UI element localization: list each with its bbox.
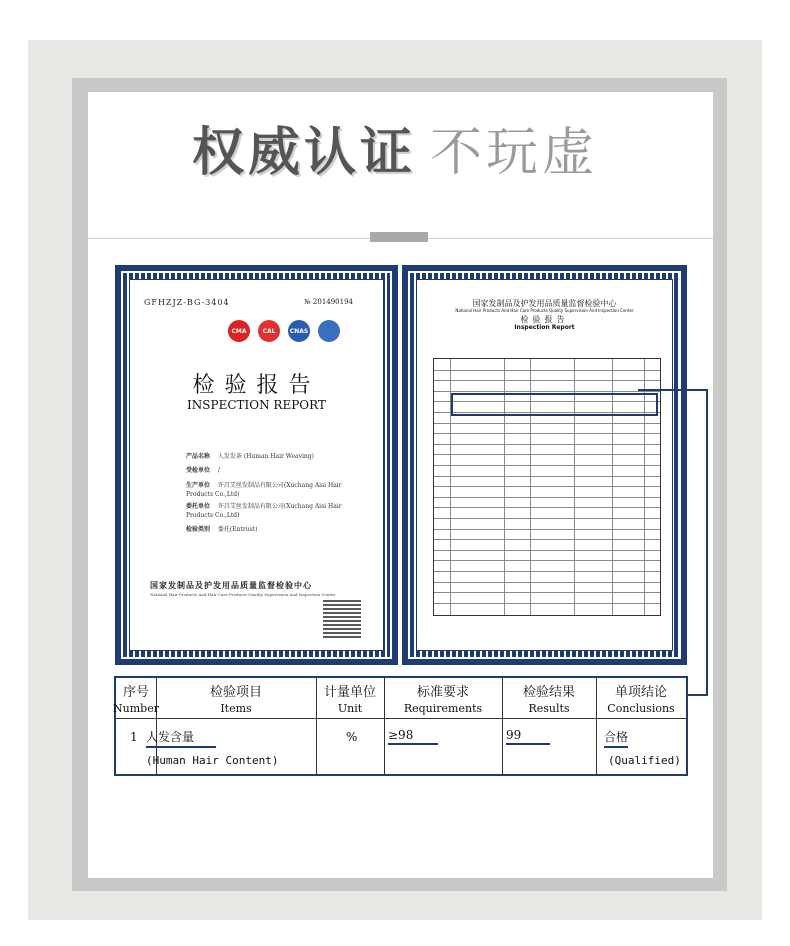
certificate-report bbox=[402, 265, 687, 665]
cover-paper bbox=[129, 279, 384, 651]
mini-table-row-line bbox=[434, 370, 660, 371]
connector-line bbox=[706, 389, 708, 696]
mini-table-row-line bbox=[434, 518, 660, 519]
cma-logo-icon: CMA bbox=[228, 320, 250, 342]
report-number: № 201490194 bbox=[304, 298, 353, 306]
report-paper bbox=[416, 279, 673, 651]
header-conclusions: 单项结论 Conclusions bbox=[607, 685, 675, 715]
mini-table-row-line bbox=[434, 423, 660, 424]
cell-item-en: (Human Hair Content) bbox=[146, 754, 279, 767]
cover-title-en: INSPECTION REPORT bbox=[187, 398, 326, 412]
report-title-en: Inspection Report bbox=[514, 324, 575, 331]
cell-requirement: ≥98 bbox=[388, 728, 438, 745]
field-manufacturer: 生产单位 许昌艾丝发制品有限公司(Xuchang Aisi Hair Products Co.,Ltd) bbox=[186, 482, 342, 498]
mini-table-row-line bbox=[434, 571, 660, 572]
field-type: 检验类别 委托(Entrust) bbox=[186, 526, 258, 533]
mini-table-row-line bbox=[434, 550, 660, 551]
cell-number: 1 bbox=[130, 730, 138, 744]
divider-bar bbox=[370, 232, 428, 242]
mini-table-row-line bbox=[434, 465, 660, 466]
mini-table-row-line bbox=[434, 560, 660, 561]
cover-org-cn: 国家发制品及护发用品质量监督检验中心 bbox=[150, 580, 312, 590]
mini-table-row-line bbox=[434, 592, 660, 593]
report-org-cn: 国家发制品及护发用品质量监督检验中心 bbox=[472, 299, 617, 308]
accreditation-logos bbox=[228, 320, 340, 342]
cal-logo-icon: CAL bbox=[258, 320, 280, 342]
field-product: 产品名称 人发发条 (Human Hair Weaving) bbox=[186, 453, 314, 460]
report-code: GFHZJZ-BG-3404 bbox=[144, 298, 230, 307]
cell-item-cn: 人发含量 bbox=[146, 728, 216, 748]
mini-table-row-line bbox=[434, 507, 660, 508]
mini-table-row-line bbox=[434, 582, 660, 583]
mini-table-row-line bbox=[434, 444, 660, 445]
mini-table-row-line bbox=[434, 529, 660, 530]
cell-result: 99 bbox=[506, 728, 550, 745]
mini-table-row-line bbox=[434, 380, 660, 381]
field-client: 委托单位 许昌艾丝发制品有限公司(Xuchang Aisi Hair Products Co.,Ltd) bbox=[186, 503, 342, 519]
mini-table-row-line bbox=[434, 391, 660, 392]
cell-unit: % bbox=[346, 730, 358, 744]
report-org-en: National Hair Products And Hair Care Products Quality Supervision And Inspection Center bbox=[455, 308, 634, 313]
cover-fields bbox=[186, 450, 356, 537]
header-requirements: 标准要求 Requirements bbox=[403, 685, 483, 715]
mini-table-row-line bbox=[434, 539, 660, 540]
headline bbox=[0, 110, 790, 185]
mini-table-row-line bbox=[434, 486, 660, 487]
header-items: 检验项目 Items bbox=[209, 685, 262, 715]
header-number: 序号 Number bbox=[113, 685, 159, 715]
header-results: 检验结果 Results bbox=[522, 685, 575, 715]
highlight-box bbox=[451, 393, 658, 416]
field-inspected-unit: 受检单位 / bbox=[186, 467, 220, 474]
mini-table-row-line bbox=[434, 497, 660, 498]
report-title-cn: 检验报告 bbox=[520, 315, 569, 324]
headline-bold: 权威认证 bbox=[191, 123, 416, 183]
connector-line bbox=[638, 389, 708, 391]
ilac-logo-icon bbox=[318, 320, 340, 342]
mini-table-row-line bbox=[434, 454, 660, 455]
certificate-cover bbox=[115, 265, 398, 665]
cover-org-en: National Hair Products And Hair Care Products Quality Supervision And Inspection Center bbox=[150, 592, 336, 597]
cover-title-cn: 检验报告 bbox=[192, 373, 321, 398]
mini-table-row-line bbox=[434, 603, 660, 604]
cnas-logo-icon: CNAS bbox=[288, 320, 310, 342]
qr-code-icon bbox=[323, 600, 361, 638]
headline-light: 不玩虚 bbox=[430, 123, 599, 183]
header-unit: 计量单位 Unit bbox=[323, 685, 376, 715]
cell-conclusion-en: (Qualified) bbox=[608, 754, 681, 767]
mini-table-row-line bbox=[434, 433, 660, 434]
mini-table-row-line bbox=[434, 476, 660, 477]
cell-conclusion-cn: 合格 bbox=[604, 728, 628, 748]
results-table bbox=[114, 676, 688, 776]
